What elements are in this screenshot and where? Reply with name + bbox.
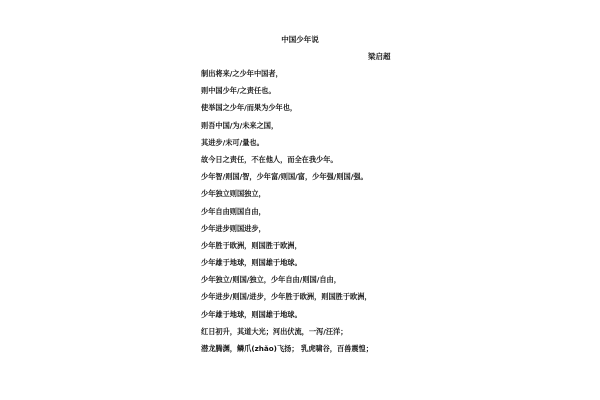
poem-line: 少年独立/则国/独立，少年自由/则国/自由， xyxy=(201,275,341,285)
poem-line: 故今日之责任，不在他人，而全在我少年。 xyxy=(201,154,338,164)
poem-line: 则吾中国/为/未来之国， xyxy=(201,120,279,130)
poem-line: 则中国少年/之责任也。 xyxy=(201,86,276,96)
poem-line: 制出将来/之少年中国者， xyxy=(201,69,283,78)
poem-line: 少年智/则国/智，少年富/则国/富，少年强/则国/强。 xyxy=(201,172,368,182)
poem-line: 少年雄于地球，则国雄于地球。 xyxy=(201,309,302,319)
document-title: 中国少年说 xyxy=(281,35,319,44)
poem-line: 少年自由则国自由， xyxy=(201,206,266,216)
poem-line: 其进步/未可/量也。 xyxy=(201,137,264,147)
poem-line: 少年独立则国独立， xyxy=(201,189,266,199)
document-author: 梁启超 xyxy=(368,52,391,61)
poem-line: 使举国之少年/而果为少年也， xyxy=(201,103,298,113)
poem-line: 潜龙腾渊，鳞爪(zhǎo)飞扬； 乳虎啸谷，百兽震惶； xyxy=(201,344,373,353)
poem-line: 红日初升，其道大光；河出伏流，一泻/汪洋； xyxy=(201,326,348,336)
poem-lines xyxy=(201,68,373,360)
poem-line: 少年雄于地球，则国雄于地球。 xyxy=(201,258,302,268)
poem-line: 少年进步/则国/进步，少年胜于欧洲，则国胜于欧洲， xyxy=(201,292,372,302)
poem-line: 少年胜于欧洲，则国胜于欧洲， xyxy=(201,240,302,250)
poem-line: 少年进步则国进步， xyxy=(201,223,266,233)
